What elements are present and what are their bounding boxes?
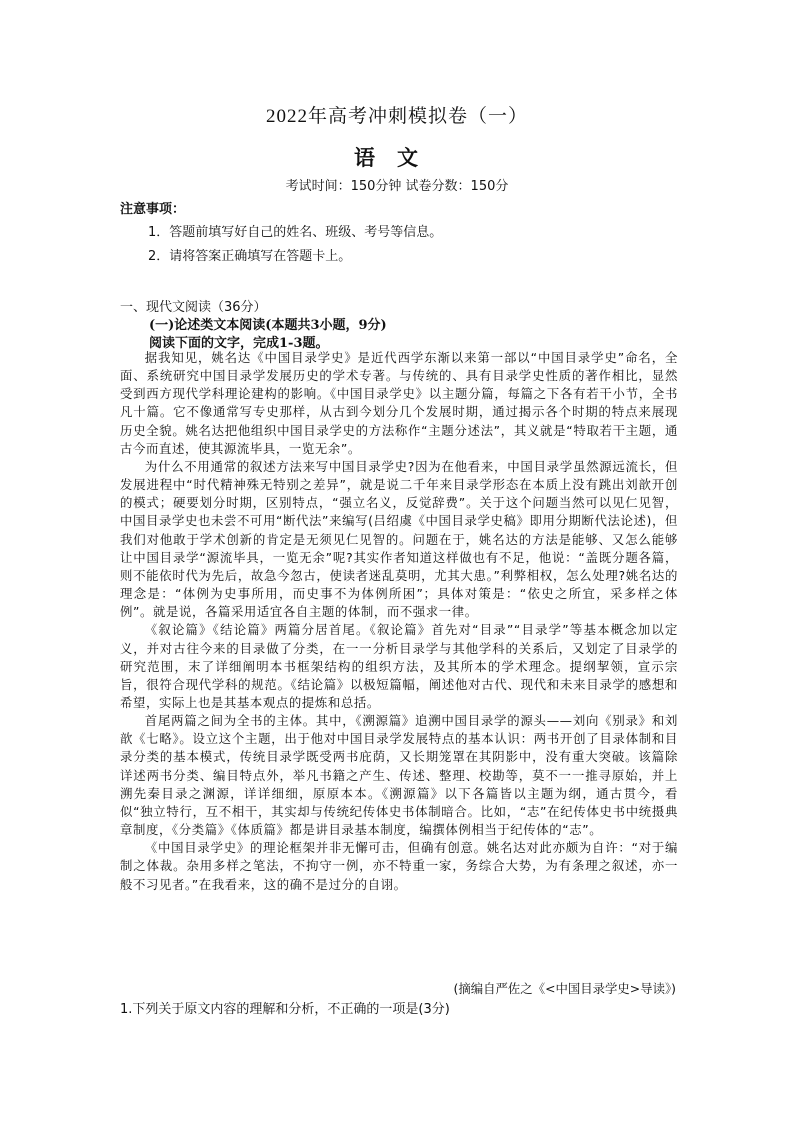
passage-paragraph: 为什么不用通常的叙述方法来写中国目录学史?因为在他看来，中国目录学虽然源远流长，但发展进程中“时代精神殊无特别之差异”，就是说二千年来目录学形态在本质上没有跳出刘歆开创的模式；硬要划分时期，区别特点，“强立名义，反觉辞费”。关于这个问题当然可以见仁见智，中国目录学史也未尝不可用“断代法”来编写(吕绍虞《中国目录学史稿》即用分期断代法论述)，但我们对他敢于学术创新的肯定是无须见仁见智的。问题在于，姚名达的方法是能够、又怎么能够让中国目录学“源流毕具，一览无余”呢?其实作者知道这样做也有不足，他说：“盖既分题各篇，则不能依时代为先后，故急今忽古，使读者迷乱莫明，尤其大患。”利弊相权，怎么处理?姚名达的理念是：“体例为史事所用，而史事不为体例所困”；具体对策是：“依史之所宜，采多样之体例”。就是说，各篇采用适宜各自主题的体制，而不强求一律。 xyxy=(120,458,678,620)
passage-source: (摘编自严佐之《<中国目录学史>导读》) xyxy=(453,981,676,996)
subject-title: 语文 xyxy=(354,145,440,170)
section-subheading: (一)论述类文本阅读(本题共3小题，9分) xyxy=(149,318,387,333)
passage-paragraph: 《叙论篇》《结论篇》两篇分居首尾。《叙论篇》首先对“目录”“目录学”等基本概念加以定义，并对古往今来的目录做了分类，在一一分析目录学与其他学科的关系后，又划定了目录学的研究范围，末了详细阐明本书框架结构的组织方法，及其所本的学术理念。提纲挈领，宣示宗旨，很符合现代学科的规范。《结论篇》以极短篇幅，阐述他对古代、现代和未来目录学的感想和希望，实际上也是其基本观点的提炼和总括。 xyxy=(120,622,678,710)
reading-instruction: 阅读下面的文字，完成1-3题。 xyxy=(149,336,329,351)
notice-heading: 注意事项： xyxy=(120,202,186,217)
notice-item-1: 1．答题前填写好自己的姓名、班级、考号等信息。 xyxy=(148,225,443,240)
passage-paragraph: 据我知见，姚名达《中国目录学史》是近代西学东渐以来第一部以“中国目录学史”命名，全面、系统研究中国目录学发展历史的学术专著。与传统的、具有目录学史性质的著作相比，显然受到西方现代学科理论建构的影响。《中国目录学史》以主题分篇，每篇之下各有若干小节，全书凡十篇。它不像通常写专史那样，从古到今划分几个发展时期，通过揭示各个时期的特点来展现历史全貌。姚名达把他组织中国目录学史的方法称作“主题分述法”，其义就是“特取若干主题，通古今而直述，使其源流毕具，一览无余”。 xyxy=(120,350,678,456)
section-heading: 一、现代文阅读（36分） xyxy=(120,300,267,315)
reading-passage xyxy=(120,349,678,894)
exam-title: 2022年高考冲刺模拟卷（一） xyxy=(265,106,528,127)
passage-paragraph: 首尾两篇之间为全书的主体。其中，《溯源篇》追溯中国目录学的源头——刘向《别录》和刘歆《七略》。设立这个主题，出于他对中国目录学发展特点的基本认识：两书开创了目录体制和目录分类的基本模式，传统目录学既受两书庇荫，又长期笼罩在其阴影中，没有重大突破。该篇除详述两书分类、编目特点外，举凡书籍之产生、传述、整理、校勘等，莫不一一推寻原始，并上溯先秦目录之渊源，详详细细，原原本本。《溯源篇》以下各篇皆以主题为纲，通古贯今，看似“独立特行，互不相干，其实却与传统纪传体史书体制暗合。比如，“志”在纪传体史书中统摄典章制度，《分类篇》《体质篇》都是讲目录基本制度，编撰体例相当于纪传体的“志”。 xyxy=(120,713,678,838)
notice-item-2: 2．请将答案正确填写在答题卡上。 xyxy=(148,249,352,264)
exam-info: 考试时间：150分钟 试卷分数：150分 xyxy=(285,179,509,194)
passage-paragraph: 《中国目录学史》的理论框架并非无懈可击，但确有创意。姚名达对此亦颇为自许：“对于编制之体裁。杂用多样之笔法，不拘守一例，亦不特重一家，务综合大势，为有条理之叙述，亦一般不习见者。”在我看来，这的确不是过分的自诩。 xyxy=(120,840,678,892)
question-1: 1.下列关于原文内容的理解和分析，不正确的一项是(3分) xyxy=(120,1002,450,1017)
